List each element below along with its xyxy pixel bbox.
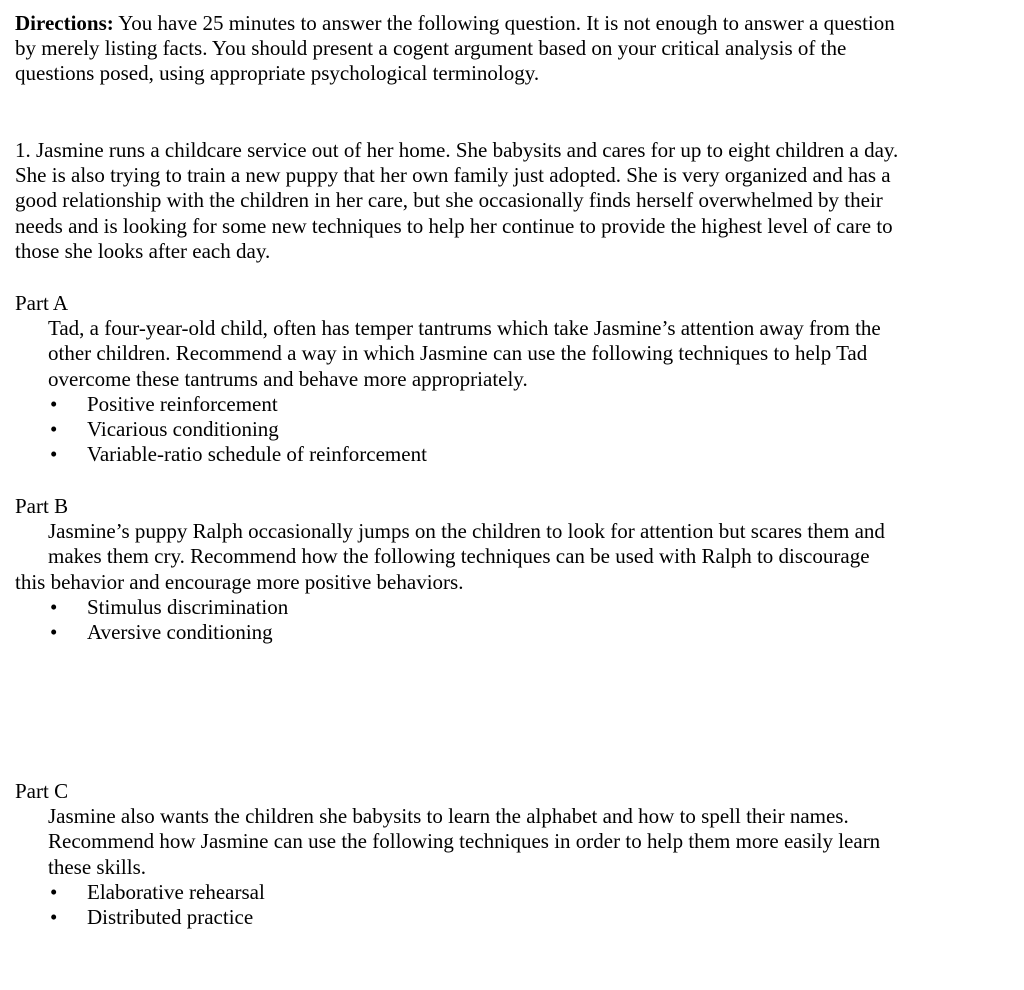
part-a-bullet-2	[15, 417, 975, 442]
question-line-5: those she looks after each day.	[15, 238, 271, 263]
directions-paragraph	[15, 11, 975, 87]
part-b-bullet-1	[15, 595, 975, 620]
bullet-icon: •	[50, 619, 58, 644]
directions-line-2: by merely listing facts. You should present a cogent argument based on your critical analysis of the	[15, 36, 847, 61]
part-c-line-3: these skills.	[48, 854, 146, 879]
part-c-title: Part C	[15, 779, 69, 803]
directions-label: Directions:	[15, 11, 114, 35]
bullet-icon: •	[50, 391, 58, 416]
part-a-line-2: other children. Recommend a way in which Jasmine can use the following techniques to help Tad	[48, 341, 868, 366]
part-b-line-1: Jasmine’s puppy Ralph occasionally jumps on the children to look for attention but scares them and	[48, 519, 885, 544]
bullet-icon: •	[50, 416, 58, 441]
part-b-title: Part B	[15, 494, 69, 518]
question-line-4: needs and is looking for some new techniques to help her continue to provide the highest level of care to	[15, 213, 893, 238]
part-b-bullet-list	[15, 595, 975, 645]
bullet-icon: •	[50, 879, 58, 904]
bullet-icon: •	[50, 904, 58, 929]
question-line-1: 1. Jasmine runs a childcare service out of her home. She babysits and cares for up to eight children a day.	[15, 138, 899, 162]
directions-text-1: You have 25 minutes to answer the following question. It is not enough to answer a question	[113, 11, 895, 35]
part-a-line-3: overcome these tantrums and behave more appropriately.	[48, 366, 528, 391]
part-c-bullet-1	[15, 880, 975, 905]
part-c-line-1: Jasmine also wants the children she babysits to learn the alphabet and how to spell their names.	[48, 804, 849, 829]
question-line-3: good relationship with the children in her care, but she occasionally finds herself overwhelmed by their	[15, 188, 883, 213]
part-a-bullet-3	[15, 442, 975, 467]
part-a-line-1: Tad, a four-year-old child, often has temper tantrums which take Jasmine’s attention away from the	[48, 316, 881, 341]
part-c-line-2: Recommend how Jasmine can use the following techniques in order to help them more easily learn	[48, 829, 881, 854]
part-b-bullet-2	[15, 620, 975, 645]
part-c-bullet-1-text: Elaborative rehearsal	[87, 879, 265, 904]
part-a-bullet-1	[15, 392, 975, 417]
part-a-section	[15, 291, 975, 467]
part-c-bullet-2	[15, 905, 975, 930]
part-a-bullet-3-text: Variable-ratio schedule of reinforcement	[87, 442, 427, 467]
part-c-bullet-list	[15, 880, 975, 930]
part-b-section	[15, 494, 975, 645]
question-paragraph	[15, 138, 975, 264]
directions-line-3: questions posed, using appropriate psychological terminology.	[15, 61, 540, 86]
part-a-bullet-list	[15, 392, 975, 468]
part-b-line-2: makes them cry. Recommend how the following techniques can be used with Ralph to discourage	[48, 544, 870, 569]
part-a-bullet-2-text: Vicarious conditioning	[87, 416, 279, 441]
part-a-bullet-1-text: Positive reinforcement	[87, 391, 278, 416]
part-b-bullet-1-text: Stimulus discrimination	[87, 594, 289, 619]
part-b-line-3: this behavior and encourage more positive behaviors.	[15, 569, 464, 594]
bullet-icon: •	[50, 594, 58, 619]
directions-line-1	[15, 11, 975, 36]
part-c-bullet-2-text: Distributed practice	[87, 904, 254, 929]
question-line-2: She is also trying to train a new puppy that her own family just adopted. She is very organized and has a	[15, 163, 891, 188]
part-a-title: Part A	[15, 291, 69, 315]
bullet-icon: •	[50, 442, 58, 467]
part-b-bullet-2-text: Aversive conditioning	[87, 619, 273, 644]
part-c-section	[15, 779, 975, 930]
